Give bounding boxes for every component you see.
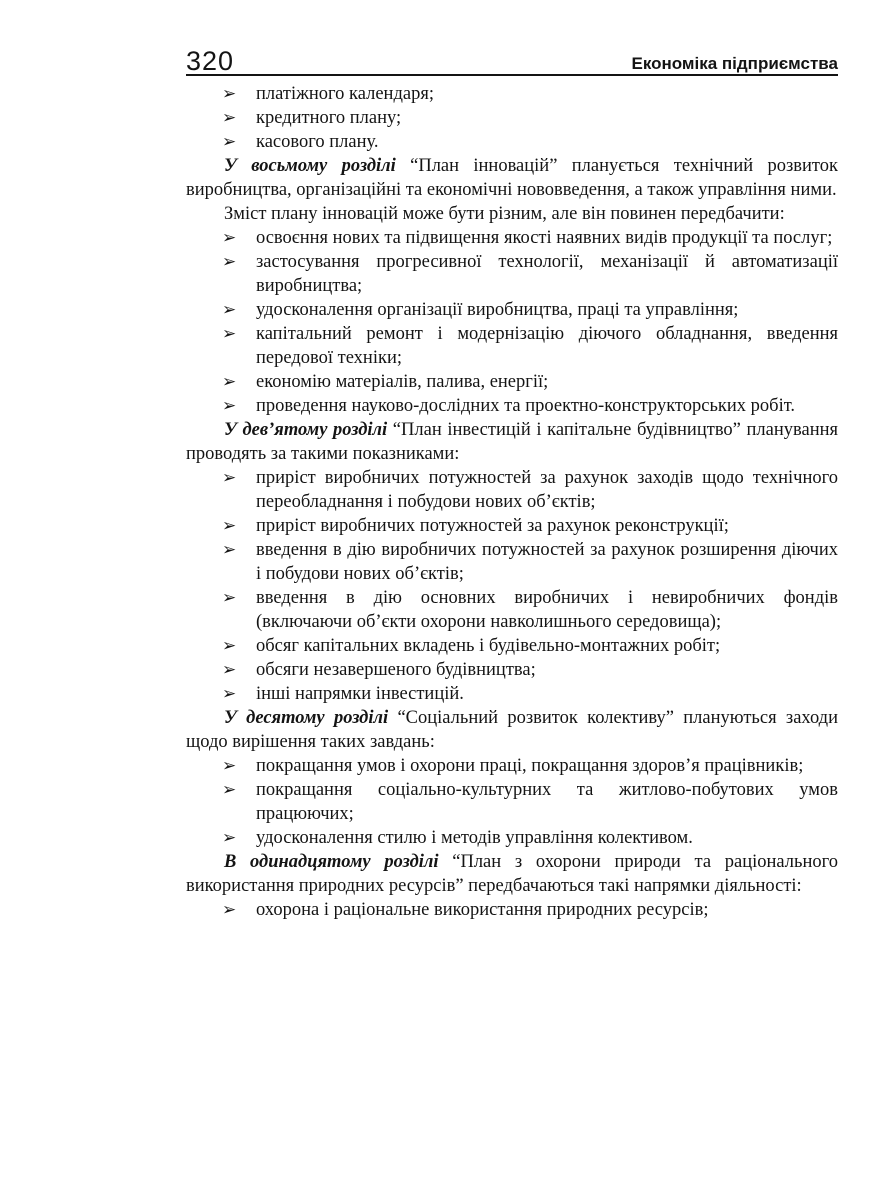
arrowhead-bullet-icon: ➢ <box>222 900 237 920</box>
list-item-text: касового плану. <box>256 132 379 152</box>
arrowhead-bullet-icon: ➢ <box>222 252 237 272</box>
bullet-list <box>186 754 838 850</box>
list-item <box>186 514 838 538</box>
arrowhead-bullet-icon: ➢ <box>222 372 237 392</box>
arrowhead-bullet-icon: ➢ <box>222 300 237 320</box>
arrowhead-bullet-icon: ➢ <box>222 780 237 800</box>
list-item <box>186 298 838 322</box>
list-item <box>186 250 838 298</box>
list-item <box>186 538 838 586</box>
list-item-text: економію матеріалів, палива, енергії; <box>256 372 549 392</box>
arrowhead-bullet-icon: ➢ <box>222 516 237 536</box>
list-item-text: покращання умов і охорони праці, покращання здоров’я працівників; <box>256 756 804 776</box>
list-item-text: обсяг капітальних вкладень і будівельно-монтажних робіт; <box>256 636 721 656</box>
arrowhead-bullet-icon: ➢ <box>222 636 237 656</box>
header-rule <box>186 74 838 76</box>
list-item-text: застосування прогресивної технології, механізації й автоматизації виробництва; <box>256 252 838 296</box>
arrowhead-bullet-icon: ➢ <box>222 660 237 680</box>
list-item <box>186 682 838 706</box>
list-item <box>186 322 838 370</box>
paragraph <box>186 706 838 754</box>
list-item-text: удосконалення організації виробництва, праці та управління; <box>256 300 739 320</box>
list-item-text: обсяги незавершеного будівництва; <box>256 660 536 680</box>
list-item-text: проведення науково-дослідних та проектно-конструкторських робіт. <box>256 396 796 416</box>
section-lead: У дев’ятому розділі <box>224 420 388 440</box>
list-item-text: введення в дію виробничих потужностей за рахунок розширення діючих і побудови нових об’єктів; <box>256 540 838 584</box>
page-number: 320 <box>186 46 235 76</box>
arrowhead-bullet-icon: ➢ <box>222 588 237 608</box>
paragraph-text: “План інвестицій і капітальне будівництво” планування проводять за такими показниками: <box>186 420 839 464</box>
list-item <box>186 754 838 778</box>
arrowhead-bullet-icon: ➢ <box>222 756 237 776</box>
arrowhead-bullet-icon: ➢ <box>222 684 237 704</box>
list-item <box>186 634 838 658</box>
paragraph-text: “План з охорони природи та раціонального використання природних ресурсів” передбачаються такі напрямки діяльності: <box>186 852 839 896</box>
paragraph <box>186 154 838 202</box>
list-item <box>186 394 838 418</box>
list-item-text: удосконалення стилю і методів управління колективом. <box>256 828 693 848</box>
paragraph-text: “План інновацій” планується технічний розвиток виробництва, організаційні та економічні нововведення, а також управління ними. <box>186 156 838 200</box>
list-item-text: охорона і раціональне використання природних ресурсів; <box>256 900 709 920</box>
bullet-list <box>186 226 838 418</box>
arrowhead-bullet-icon: ➢ <box>222 228 237 248</box>
paragraph-text: “Соціальний розвиток колективу” плануються заходи щодо вирішення таких завдань: <box>186 708 838 752</box>
arrowhead-bullet-icon: ➢ <box>222 828 237 848</box>
list-item <box>186 82 838 106</box>
list-item <box>186 826 838 850</box>
list-item-text: інші напрямки інвестицій. <box>256 684 464 704</box>
paragraph <box>186 850 838 898</box>
list-item <box>186 226 838 250</box>
list-item <box>186 778 838 826</box>
arrowhead-bullet-icon: ➢ <box>222 396 237 416</box>
bullet-list <box>186 466 838 706</box>
bullet-list <box>186 898 838 922</box>
arrowhead-bullet-icon: ➢ <box>222 324 237 344</box>
list-item-text: кредитного плану; <box>256 108 402 128</box>
arrowhead-bullet-icon: ➢ <box>222 108 237 128</box>
list-item-text: покращання соціально-культурних та житлово-побутових умов працюючих; <box>256 780 838 824</box>
list-item <box>186 586 838 634</box>
bullet-list <box>186 82 838 154</box>
running-title: Економіка підприємства <box>631 54 838 73</box>
arrowhead-bullet-icon: ➢ <box>222 468 237 488</box>
list-item <box>186 658 838 682</box>
paragraph <box>186 418 838 466</box>
section-lead: В одинадцятому розділі <box>224 852 439 872</box>
list-item <box>186 466 838 514</box>
list-item-text: капітальний ремонт і модернізацію діючого обладнання, введення передової техніки; <box>256 324 838 368</box>
section-lead: У десятому розділі <box>224 708 389 728</box>
arrowhead-bullet-icon: ➢ <box>222 84 237 104</box>
paragraph <box>186 202 838 226</box>
list-item-text: освоєння нових та підвищення якості наявних видів продукції та послуг; <box>256 228 833 248</box>
list-item <box>186 106 838 130</box>
list-item-text: платіжного календаря; <box>256 84 434 104</box>
arrowhead-bullet-icon: ➢ <box>222 540 237 560</box>
arrowhead-bullet-icon: ➢ <box>222 132 237 152</box>
list-item-text: приріст виробничих потужностей за рахунок заходів щодо технічного переобладнання і побудови нових об’єктів; <box>256 468 838 512</box>
list-item <box>186 370 838 394</box>
list-item-text: приріст виробничих потужностей за рахунок реконструкції; <box>256 516 729 536</box>
list-item <box>186 898 838 922</box>
list-item-text: введення в дію основних виробничих і невиробничих фондів (включаючи об’єкти охорони навколишнього середовища); <box>256 588 838 632</box>
paragraph-text: Зміст плану інновацій може бути різним, але він повинен передбачити: <box>224 204 785 224</box>
page-header <box>186 46 838 82</box>
page-body <box>186 82 838 922</box>
list-item <box>186 130 838 154</box>
section-lead: У восьмому розділі <box>224 156 396 176</box>
